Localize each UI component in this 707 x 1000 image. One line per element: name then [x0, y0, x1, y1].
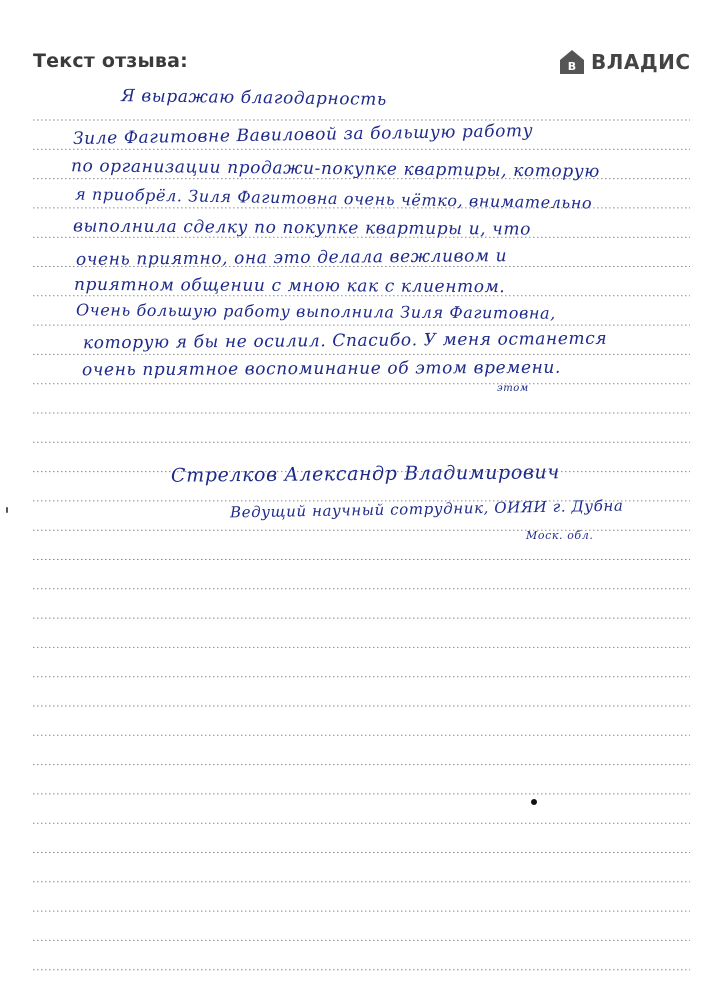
logo-text: ВЛАДИС — [591, 50, 691, 74]
review-line: по организации продажи-покупке квартиры, которую — [70, 156, 600, 182]
signature: Стрелков Александр Владимирович — [170, 461, 560, 487]
correction-note: этом — [497, 383, 529, 394]
review-line: Зиле Фагитовне Вавиловой за большую работу — [72, 120, 534, 150]
review-line: я приобрёл. Зиля Фагитовна очень чётко, внимательно — [74, 184, 593, 213]
logo-badge-text: В — [567, 60, 577, 73]
author-position: Ведущий научный сотрудник, ОИЯИ г. Дубна — [229, 496, 624, 522]
review-line: приятном общении с мною как с клиентом. — [73, 274, 506, 298]
ink-dot — [531, 799, 537, 805]
review-line: которую я бы не осилил. Спасибо. У меня останется — [82, 328, 608, 354]
edge-mark — [6, 507, 8, 513]
author-region: Моск. обл. — [526, 529, 594, 542]
page-title: Текст отзыва: — [33, 50, 188, 72]
review-line: выполнила сделку по покупке квартиры и, что — [72, 216, 532, 240]
review-line: очень приятно, она это делала вежливом и — [75, 246, 508, 270]
review-line: Очень большую работу выполнила Зиля Фагитовна, — [75, 300, 556, 323]
review-line: очень приятное воспоминание об этом времени. — [81, 357, 561, 381]
review-line: Я выражаю благодарность — [120, 86, 387, 110]
